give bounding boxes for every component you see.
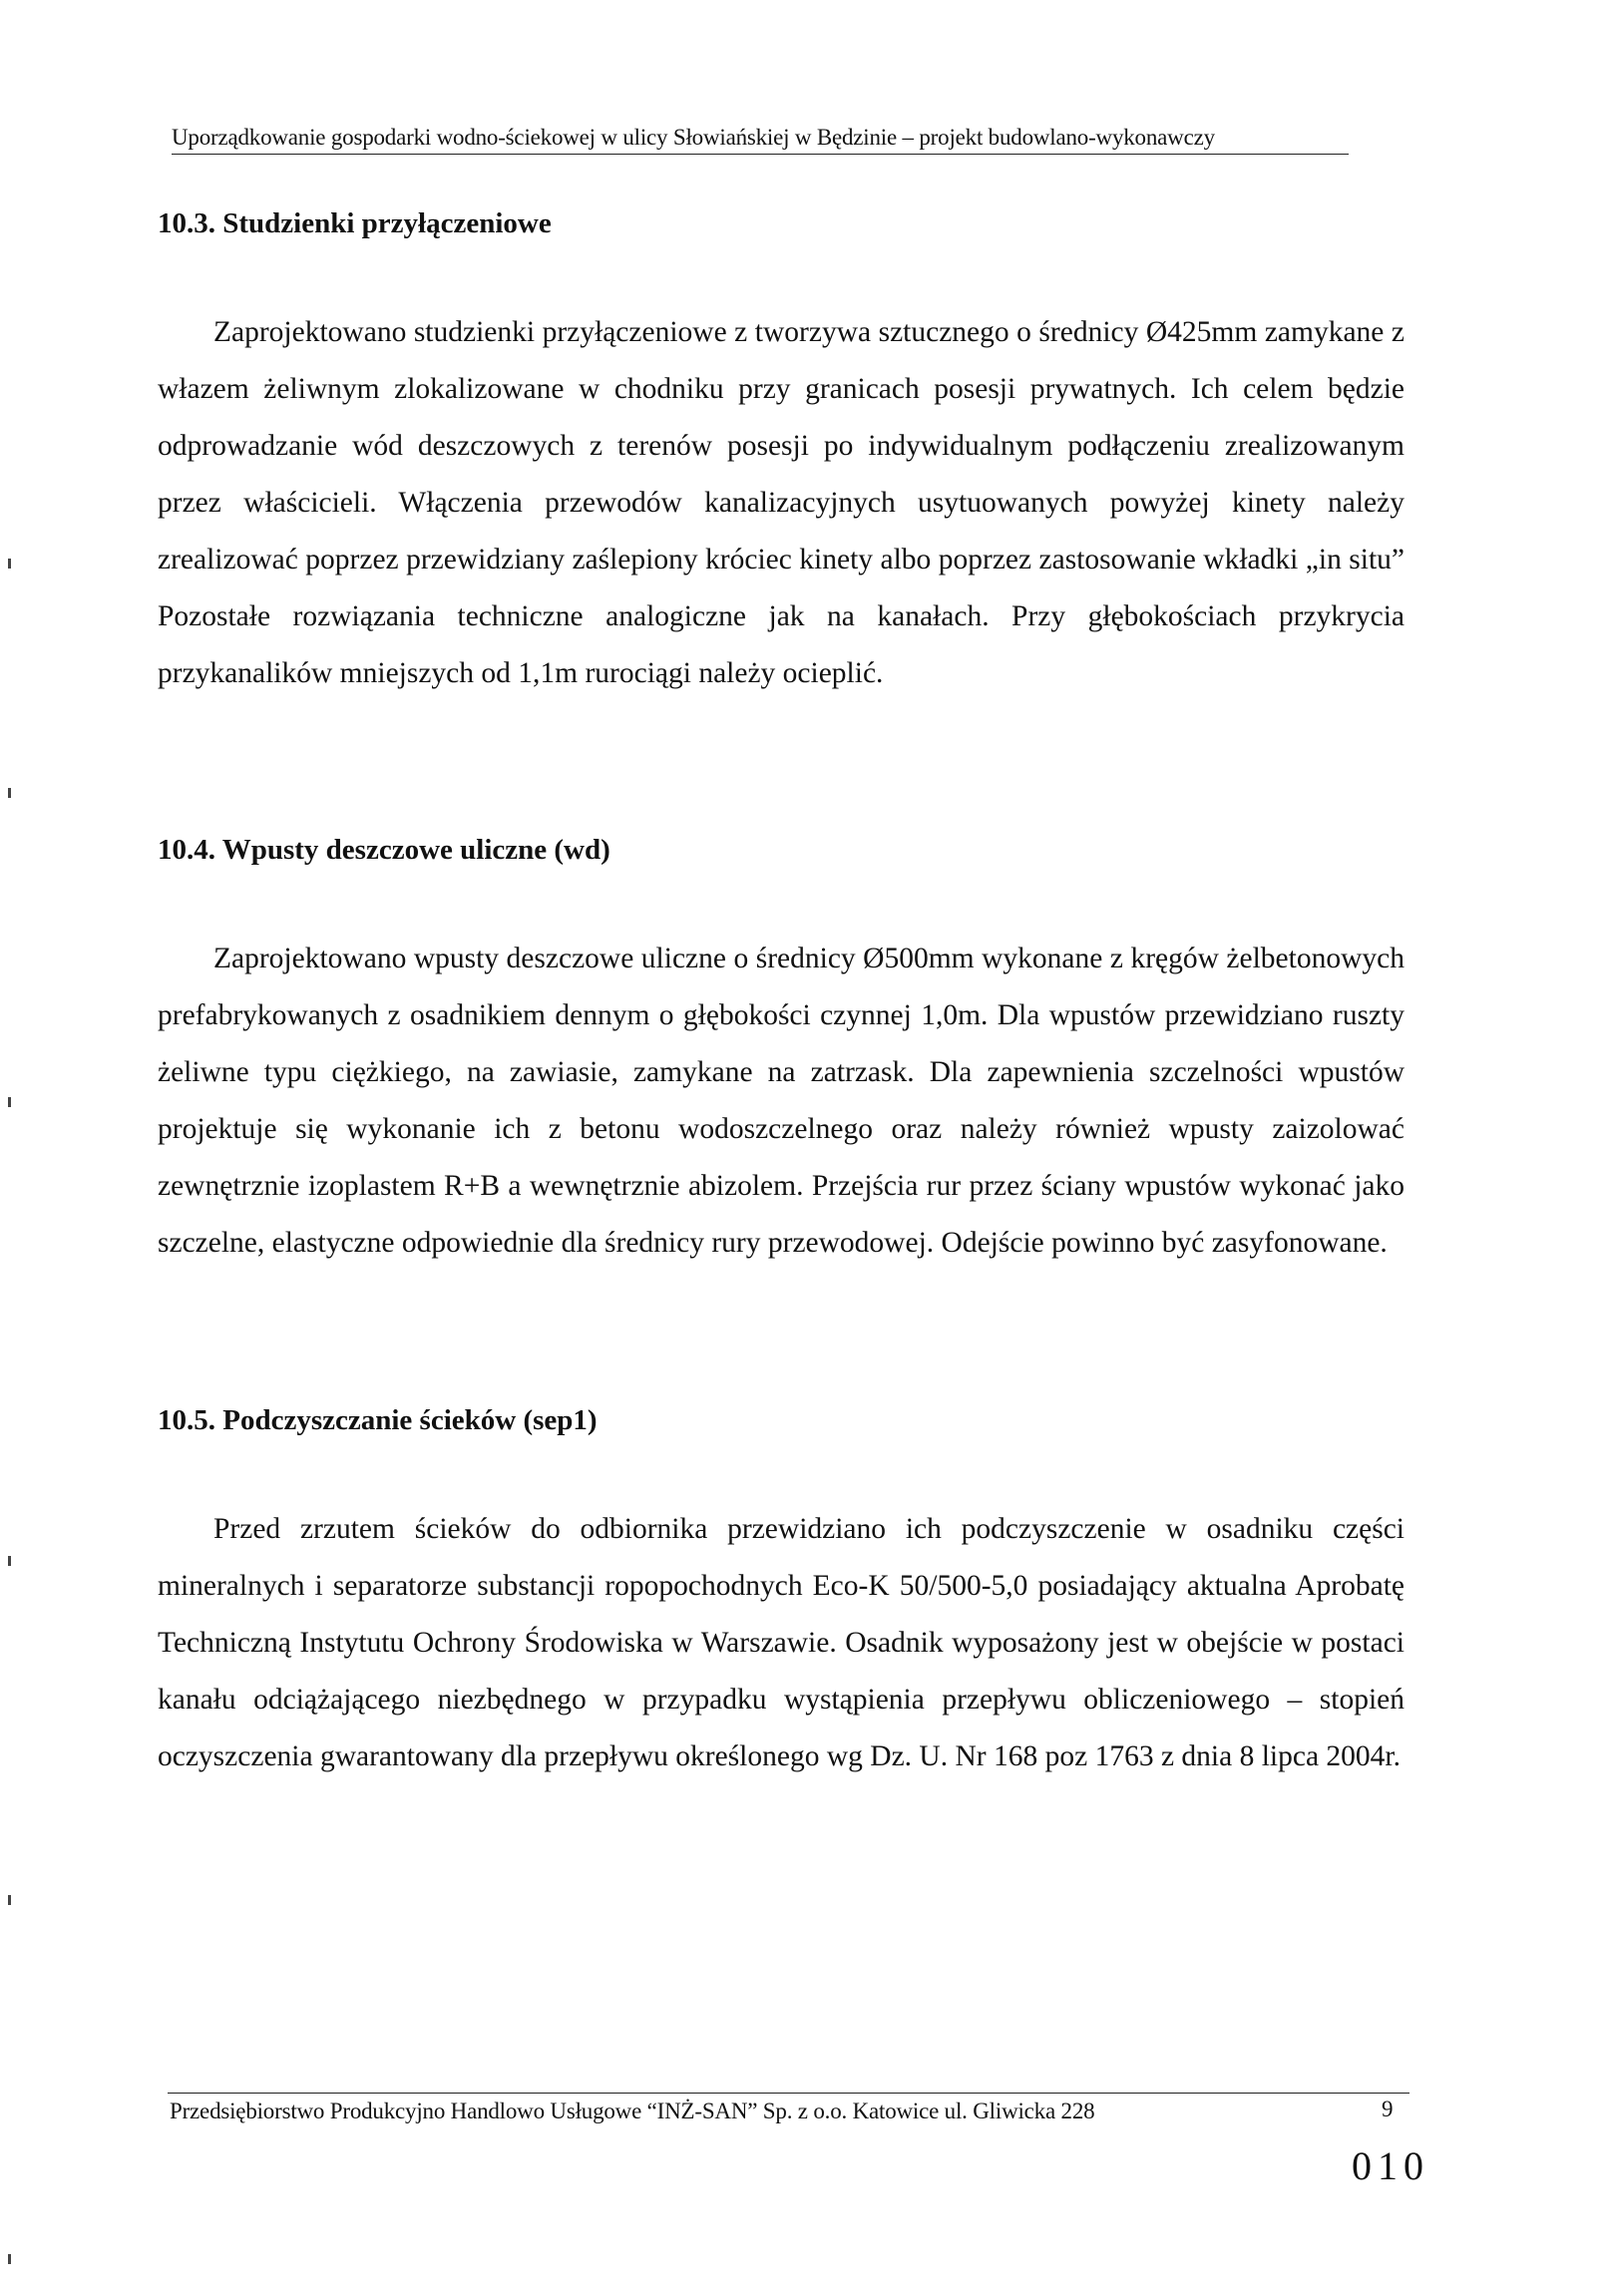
scan-margin-mark [8,1556,11,1566]
running-header: Uporządkowanie gospodarki wodno-ściekowej w ulicy Słowiańskiej w Będzinie – projekt budowlano-wykonawczy [172,124,1349,155]
paragraph-text: Zaprojektowano studzienki przyłączeniowe z tworzywa sztucznego o średnicy Ø425mm zamykane z włazem żeliwnym zlokalizowane w chodniku przy granicach posesji prywatnych. Ich celem będzie odprowadzanie wód deszczowych z terenów posesji po indywidualnym podłączeniu zrealizowanym przez właścicieli. Włączenia przewodów kanalizacyjnych usytuowanych powyżej kinety należy zrealizować poprzez przewidziany zaślepiony króciec kinety albo poprzez zastosowanie wkładki „in situ” Pozostałe rozwiązania techniczne analogiczne jak na kanałach. Przy głębokościach przykrycia przykanalików mniejszych od 1,1m rurociągi należy ocieplić. [158,316,1405,689]
scan-margin-mark [8,1097,11,1107]
section-paragraph-10-3 [158,304,1405,702]
paragraph-text: Przed zrzutem ścieków do odbiornika przewidziano ich podczyszczenie w osadniku części mineralnych i separatorze substancji ropopochodnych Eco-K 50/500-5,0 posiadający aktualna Aprobatę Techniczną Instytutu Ochrony Środowiska w Warszawie. Osadnik wyposażony jest w obejście w postaci kanału odciążającego niezbędnego w przypadku wystąpienia przepływu obliczeniowego – stopień oczyszczenia gwarantowany dla przepływu określonego wg Dz. U. Nr 168 poz 1763 z dnia 8 lipca 2004r. [158,1513,1405,1772]
paragraph-text: Zaprojektowano wpusty deszczowe uliczne o średnicy Ø500mm wykonane z kręgów żelbetonowych prefabrykowanych z osadnikiem dennym o głębokości czynnej 1,0m. Dla wpustów przewidziano ruszty żeliwne typu ciężkiego, na zawiasie, zamykane na zatrzask. Dla zapewnienia szczelności wpustów projektuje się wykonanie ich z betonu wodoszczelnego oraz należy również wpusty zaizolować zewnętrznie izoplastem R+B a wewnętrznie abizolem. Przejścia rur przez ściany wpustów wykonać jako szczelne, elastyczne odpowiednie dla średnicy rury przewodowej. Odejście powinno być zasyfonowane. [158,943,1405,1259]
scan-margin-mark [8,559,11,569]
page-number: 9 [1382,2097,1394,2121]
scan-margin-mark [8,1895,11,1905]
footer-company: Przedsiębiorstwo Produkcyjno Handlowo Usługowe “INŻ-SAN” Sp. z o.o. Katowice ul. Gliwicka 228 [170,2099,1095,2123]
section-paragraph-10-5 [158,1501,1405,1785]
scan-margin-mark [8,2254,11,2264]
section-heading-10-3: 10.3. Studzienki przyłączeniowe [158,207,552,239]
section-heading-10-4: 10.4. Wpusty deszczowe uliczne (wd) [158,834,610,866]
scan-margin-mark [8,788,11,798]
section-paragraph-10-4 [158,931,1405,1272]
section-heading-10-5: 10.5. Podczyszczanie ścieków (sep1) [158,1404,598,1436]
stamp-number: 010 [1352,2143,1429,2188]
footer-rule [168,2093,1409,2094]
